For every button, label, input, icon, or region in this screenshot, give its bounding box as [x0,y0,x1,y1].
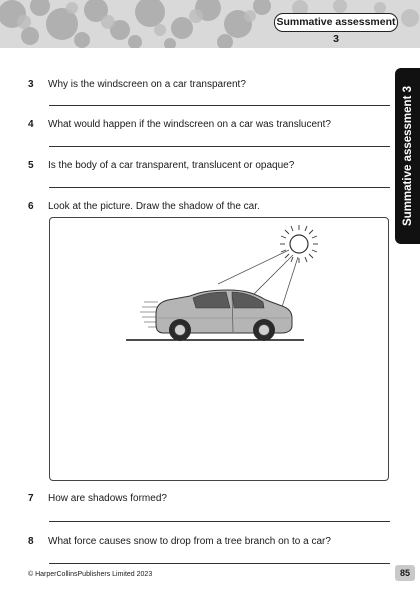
question-number: 8 [28,536,34,547]
drawing-area[interactable] [49,217,389,481]
question-text: What force causes snow to drop from a tree branch on to a car? [48,536,331,547]
copyright-text: © HarperCollinsPublishers Limited 2023 [28,571,153,578]
answer-line[interactable] [49,105,390,106]
question-text: Why is the windscreen on a car transparent? [48,79,246,90]
question-text: What would happen if the windscreen on a car was translucent? [48,119,331,130]
side-tab-label: Summative assessment 3 [401,86,414,226]
section-label: Summative assessment 3 [274,13,398,32]
answer-line[interactable] [49,187,390,188]
answer-line[interactable] [49,146,390,147]
question-number: 7 [28,493,34,504]
question-number: 3 [28,79,34,90]
question-number: 6 [28,201,34,212]
question-number: 5 [28,160,34,171]
answer-line[interactable] [49,563,390,564]
question-text: Is the body of a car transparent, translucent or opaque? [48,160,295,171]
side-tab [395,68,420,244]
question-number: 4 [28,119,34,130]
answer-line[interactable] [49,521,390,522]
page-number: 85 [395,565,415,581]
car-icon [156,290,292,341]
car-sun-illustration [50,218,388,480]
question-text: How are shadows formed? [48,493,167,504]
sun-icon [280,225,318,263]
question-text: Look at the picture. Draw the shadow of the car. [48,201,260,212]
